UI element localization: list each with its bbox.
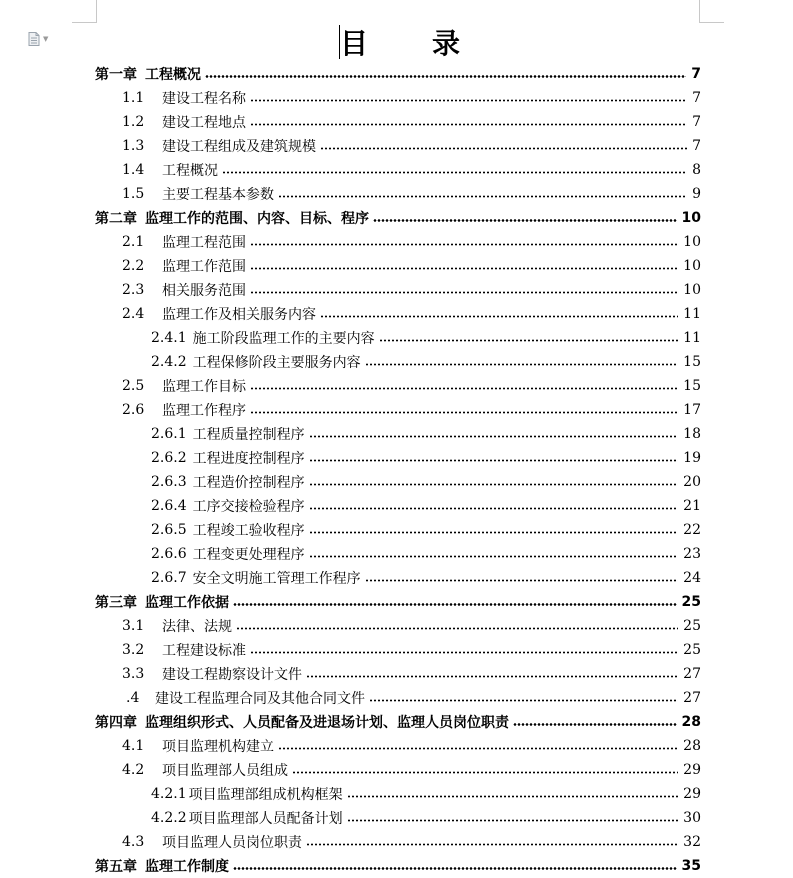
toc-entry[interactable] — [95, 134, 701, 158]
toc-entry-page: 21 — [683, 498, 701, 514]
toc-entry-label: 监理工作依据 — [145, 595, 229, 611]
toc-entry-page: 10 — [683, 258, 701, 274]
toc-entry-number: 3.1 — [122, 618, 145, 634]
toc-entry[interactable] — [95, 182, 701, 206]
toc-entry-number: 4.1 — [122, 738, 145, 754]
toc-entry-page: 10 — [681, 210, 701, 226]
toc-dot-leader — [250, 651, 678, 654]
toc-entry-number: .4 — [126, 690, 140, 706]
toc-entry[interactable] — [95, 566, 701, 590]
toc-entry[interactable] — [95, 806, 701, 830]
toc-dot-leader — [309, 531, 679, 534]
toc-dot-leader — [309, 555, 679, 558]
toc-entry-page: 15 — [683, 354, 701, 370]
toc-entry-label: 监理组织形式、人员配备及进退场计划、监理人员岗位职责 — [145, 715, 509, 731]
toc-dot-leader — [309, 459, 679, 462]
toc-dot-leader — [347, 795, 679, 798]
toc-entry-number: 第五章 — [95, 859, 137, 875]
toc-dot-leader — [309, 435, 679, 438]
toc-entry-label: 建设工程名称 — [162, 91, 246, 107]
toc-entry-page: 25 — [683, 618, 701, 634]
page-corner-mark-left — [72, 0, 97, 23]
toc-entry-number: 3.3 — [122, 666, 145, 682]
toc-entry-label: 监理工程范围 — [162, 235, 246, 251]
toc-dot-leader — [250, 291, 678, 294]
toc-entry-label: 监理工作的范围、内容、目标、程序 — [145, 211, 369, 227]
toc-entry-page: 27 — [683, 690, 701, 706]
toc-entry-label: 监理工作程序 — [162, 403, 246, 419]
toc-dot-leader — [250, 411, 678, 414]
toc-entry-label: 建设工程监理合同及其他合同文件 — [155, 691, 365, 707]
toc-entry[interactable] — [95, 302, 701, 326]
toc-dot-leader — [278, 747, 678, 750]
toc-dot-leader — [373, 219, 677, 222]
toc-dot-leader — [347, 819, 679, 822]
toc-dot-leader — [222, 171, 687, 174]
toc-entry-number: 2.6.6 — [151, 546, 187, 562]
toc-entry[interactable] — [95, 542, 701, 566]
toc-entry-page: 7 — [692, 114, 701, 130]
toc-entry-label: 施工阶段监理工作的主要内容 — [192, 331, 375, 347]
toc-entry-label: 工程造价控制程序 — [192, 475, 305, 491]
toc-entry-label: 项目监理部组成机构框架 — [188, 787, 343, 803]
toc-entry-number: 4.2.2 — [151, 810, 187, 826]
toc-entry-label: 监理工作制度 — [145, 859, 229, 875]
toc-dot-leader — [236, 627, 678, 630]
toc-entry-number: 2.2 — [122, 258, 145, 274]
toc-entry-label: 监理工作目标 — [162, 379, 246, 395]
toc-entry-number: 2.6.4 — [151, 498, 187, 514]
toc-entry-label: 工程竣工验收程序 — [192, 523, 305, 539]
toc-entry-page: 30 — [683, 810, 701, 826]
toc-entry-page: 28 — [683, 738, 701, 754]
toc-entry-label: 项目监理机构建立 — [162, 739, 274, 755]
toc-entry[interactable] — [95, 758, 701, 782]
toc-entry-label: 主要工程基本参数 — [162, 187, 274, 203]
toc-dot-leader — [513, 723, 677, 726]
toc-entry-number: 4.2 — [122, 762, 145, 778]
toc-entry-number: 4.2.1 — [151, 786, 187, 802]
toc-entry[interactable] — [95, 254, 701, 278]
toc-dot-leader — [250, 387, 678, 390]
toc-dot-leader — [250, 123, 687, 126]
toc-entry-label: 工程概况 — [145, 67, 201, 83]
chevron-down-icon: ▼ — [43, 35, 49, 43]
toc-entry[interactable] — [95, 854, 701, 878]
toc-entry-label: 工程保修阶段主要服务内容 — [192, 355, 361, 371]
toc-entry-number: 第一章 — [95, 67, 137, 83]
toc-dot-leader — [365, 579, 679, 582]
toc-entry-number: 1.2 — [122, 114, 145, 130]
toc-entry-label: 建设工程地点 — [162, 115, 246, 131]
toc-entry-page: 11 — [683, 330, 701, 346]
toc-entry-page: 10 — [683, 282, 701, 298]
toc-entry-number: 1.5 — [122, 186, 145, 202]
toc-entry[interactable] — [95, 830, 701, 854]
toc-entry[interactable] — [95, 734, 701, 758]
toc-dot-leader — [205, 75, 686, 78]
toc-dot-leader — [233, 603, 677, 606]
toc-dot-leader — [250, 267, 678, 270]
toc-dot-leader — [233, 867, 677, 870]
page-corner-mark-right — [699, 0, 724, 23]
toc-entry-page: 8 — [692, 162, 701, 178]
toc-entry-label: 法律、法规 — [162, 619, 232, 635]
toc-dot-leader — [320, 147, 687, 150]
toc-entry-page: 32 — [683, 834, 701, 850]
toc-entry-label: 建设工程组成及建筑规模 — [162, 139, 316, 155]
toc-entry[interactable] — [95, 494, 701, 518]
toc-entry-number: 2.6.1 — [151, 426, 187, 442]
toc-entry-page: 29 — [683, 786, 701, 802]
toc-entry-label: 项目监理部人员配备计划 — [188, 811, 343, 827]
toc-entry[interactable] — [95, 518, 701, 542]
toc-entry-label: 项目监理部人员组成 — [162, 763, 288, 779]
toc-entry-number: 2.6.5 — [151, 522, 187, 538]
toc-dot-leader — [250, 243, 678, 246]
toc-entry[interactable] — [95, 206, 701, 230]
toc-entry[interactable] — [95, 278, 701, 302]
toc-entry-number: 3.2 — [122, 642, 145, 658]
toc-entry-label: 项目监理人员岗位职责 — [162, 835, 302, 851]
title-area — [0, 22, 793, 62]
toc-entry-label: 监理工作及相关服务内容 — [162, 307, 316, 323]
toc-entry-number: 2.6.3 — [151, 474, 187, 490]
toc-entry-page: 9 — [692, 186, 701, 202]
toc-entry-page: 7 — [692, 138, 701, 154]
toc-entry-number: 1.4 — [122, 162, 145, 178]
toc-entry-number: 2.4.2 — [151, 354, 187, 370]
toc-entry-page: 19 — [683, 450, 701, 466]
toc-dot-leader — [369, 699, 678, 702]
toc-entry[interactable] — [95, 686, 701, 710]
toc-entry-label: 监理工作范围 — [162, 259, 246, 275]
toc-entry-page: 17 — [683, 402, 701, 418]
toc-entry-label: 工程建设标准 — [162, 643, 246, 659]
toc-dot-leader — [306, 675, 678, 678]
toc-entry-page: 29 — [683, 762, 701, 778]
toc-dot-leader — [379, 339, 679, 342]
toc-entry[interactable] — [95, 782, 701, 806]
toc-entry[interactable] — [95, 62, 701, 86]
toc-entry-number: 1.3 — [122, 138, 145, 154]
toc-entry-label: 工序交接检验程序 — [192, 499, 305, 515]
toc-dot-leader — [278, 195, 687, 198]
toc-entry[interactable] — [95, 350, 701, 374]
toc-dot-leader — [365, 363, 679, 366]
toc-entry-page: 25 — [681, 594, 701, 610]
toc-entry[interactable] — [95, 638, 701, 662]
toc-entry-page: 35 — [681, 858, 701, 874]
toc-entry[interactable] — [95, 86, 701, 110]
toc-entry-number: 2.6 — [122, 402, 145, 418]
toc-entry[interactable] — [95, 590, 701, 614]
toc-entry[interactable] — [95, 398, 701, 422]
toc-entry-page: 10 — [683, 234, 701, 250]
toc-entry[interactable] — [95, 662, 701, 686]
toc-entry-number: 第三章 — [95, 595, 137, 611]
toc-dot-leader — [309, 507, 679, 510]
toc-entry-page: 28 — [681, 714, 701, 730]
toc-entry[interactable] — [95, 470, 701, 494]
toc-dot-leader — [320, 315, 678, 318]
toc-entry[interactable] — [95, 710, 701, 734]
toc-entry[interactable] — [95, 158, 701, 182]
toc-entry-page: 11 — [683, 306, 701, 322]
toc-entry-number: 2.4 — [122, 306, 145, 322]
toc-entry-number: 2.1 — [122, 234, 145, 250]
toc-entry-label: 建设工程勘察设计文件 — [162, 667, 302, 683]
toc-entry-label: 工程变更处理程序 — [192, 547, 305, 563]
toc-entry-number: 4.3 — [122, 834, 145, 850]
toc-entry-page: 20 — [683, 474, 701, 490]
toc-entry-number: 2.6.7 — [151, 570, 187, 586]
toc-entry-label: 安全文明施工管理工作程序 — [192, 571, 361, 587]
toc-entry[interactable] — [95, 230, 701, 254]
toc-entry-label: 相关服务范围 — [162, 283, 246, 299]
toc-entry[interactable] — [95, 446, 701, 470]
toc-entry-label: 工程质量控制程序 — [192, 427, 305, 443]
toc-entry-page: 27 — [683, 666, 701, 682]
toc-entry-page: 7 — [692, 90, 701, 106]
toc-entry[interactable] — [95, 326, 701, 350]
toc-entry-number: 2.6.2 — [151, 450, 187, 466]
table-of-contents — [95, 62, 701, 878]
title-char-2: 录 — [431, 27, 460, 60]
toc-entry-page: 18 — [683, 426, 701, 442]
toc-dot-leader — [306, 843, 678, 846]
toc-entry-number: 第二章 — [95, 211, 137, 227]
toc-entry-label: 工程概况 — [162, 163, 218, 179]
toc-entry-page: 7 — [691, 66, 701, 82]
toc-entry-number: 2.4.1 — [151, 330, 187, 346]
toc-entry-page: 24 — [683, 570, 701, 586]
toc-entry-page: 23 — [683, 546, 701, 562]
toc-entry-page: 15 — [683, 378, 701, 394]
toc-entry[interactable] — [95, 422, 701, 446]
toc-dot-leader — [250, 99, 687, 102]
toc-entry[interactable] — [95, 614, 701, 638]
toc-entry-number: 2.5 — [122, 378, 145, 394]
toc-entry[interactable] — [95, 374, 701, 398]
toc-entry-page: 25 — [683, 642, 701, 658]
toc-entry-label: 工程进度控制程序 — [192, 451, 305, 467]
toc-dot-leader — [292, 771, 678, 774]
toc-entry-number: 第四章 — [95, 715, 137, 731]
page-title — [340, 22, 460, 62]
toc-entry-number: 1.1 — [122, 90, 145, 106]
toc-entry[interactable] — [95, 110, 701, 134]
toc-dot-leader — [309, 483, 679, 486]
title-char-1: 目 — [340, 27, 369, 60]
toc-entry-number: 2.3 — [122, 282, 145, 298]
toc-entry-page: 22 — [683, 522, 701, 538]
